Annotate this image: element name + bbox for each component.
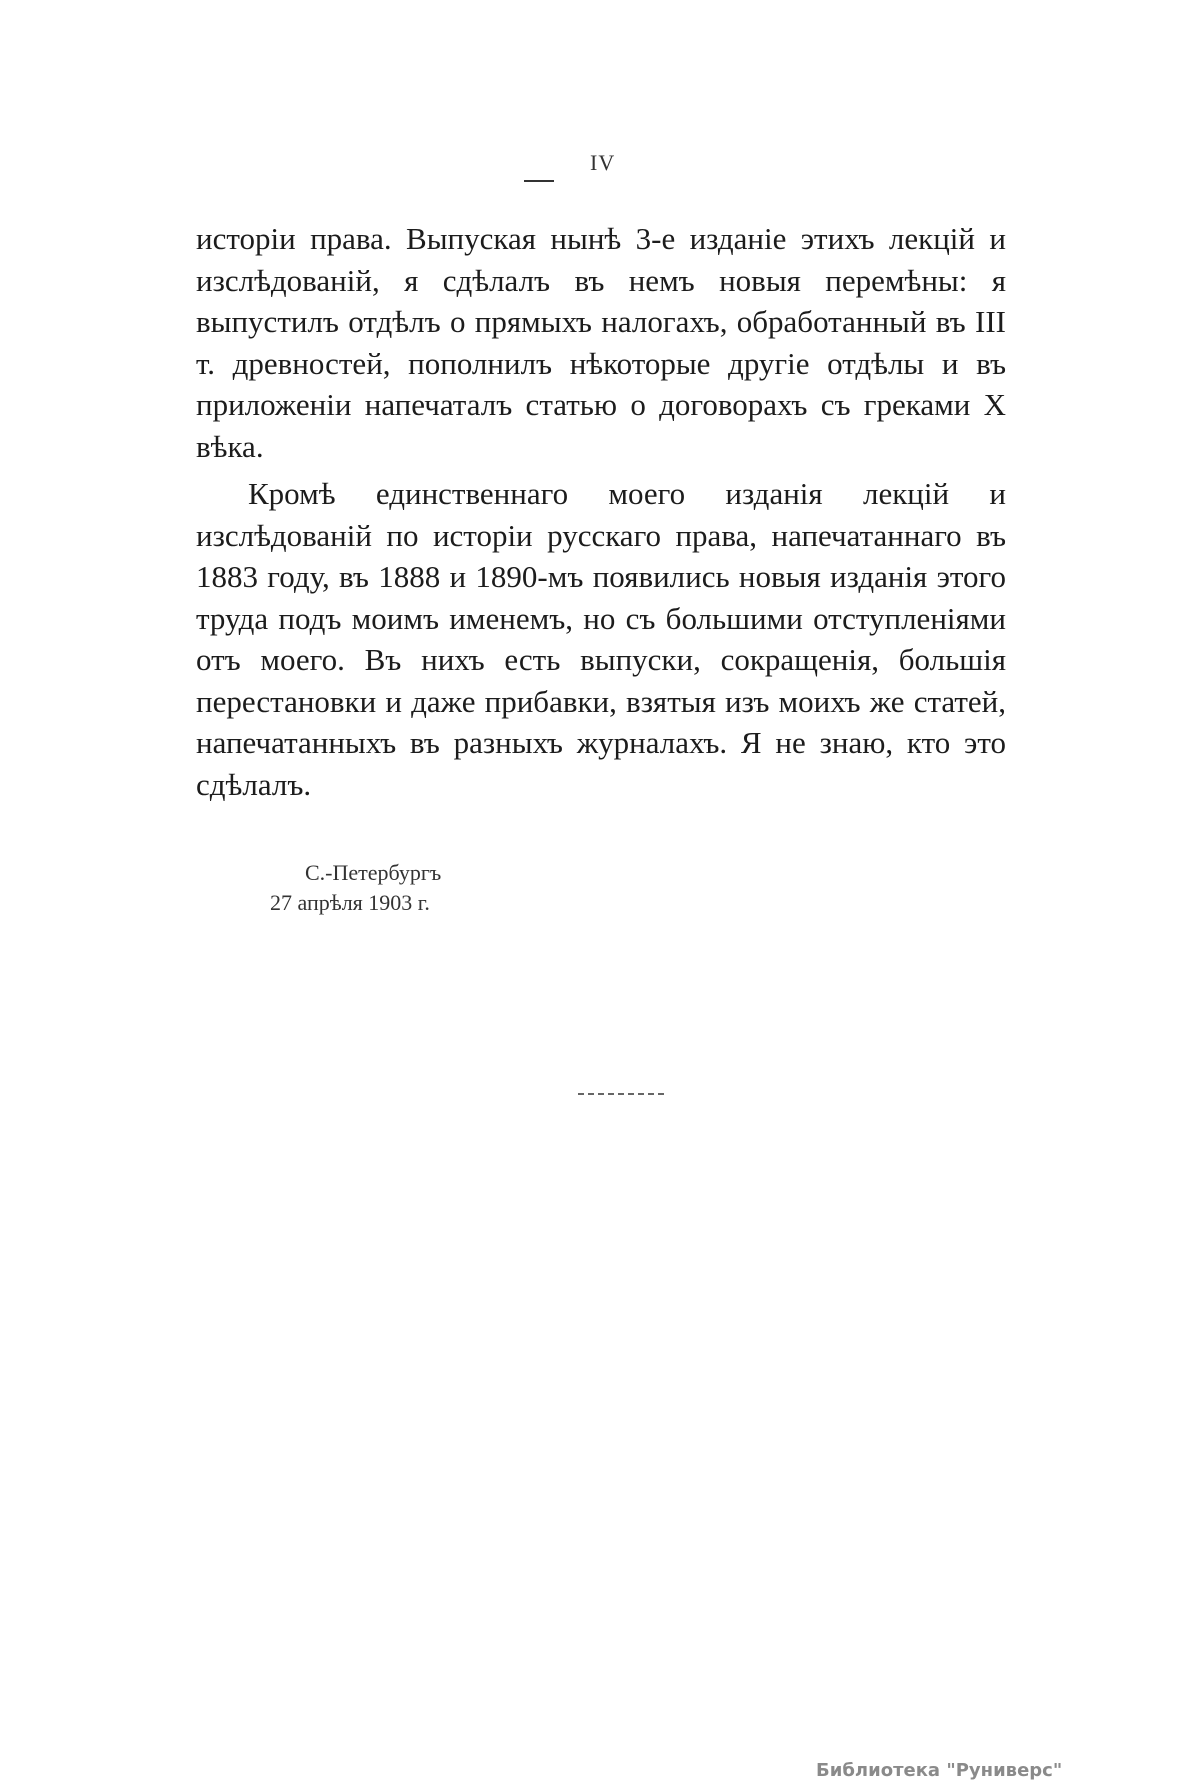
- signature-place: С.-Петербургъ: [305, 860, 442, 885]
- paragraph-continued: исторіи права. Выпуская нынѣ 3-е изданіе этихъ лекцій и изслѣдованій, я сдѣлалъ въ немъ новыя перемѣны: я выпустилъ отдѣлъ о прямыхъ налогахъ, обработанный въ III т. древностей, пополнилъ нѣкоторые другіе отдѣлы и въ приложеніи напечаталъ статью о договорахъ съ греками X вѣка.: [196, 221, 1006, 464]
- header-dash: [524, 180, 554, 182]
- paragraph: Кромѣ единственнаго моего изданія лекцій и изслѣдованій по исторіи русскаго права, напечатаннаго въ 1883 году, въ 1888 и 1890-мъ появились новыя изданія этого труда подъ моимъ именемъ, но съ большими отступленіями отъ моего. Въ нихъ есть выпуски, сокращенія, большія перестановки и даже прибавки, взятыя изъ моихъ же статей, напечатанныхъ въ разныхъ журналахъ. Я не знаю, кто это сдѣлалъ.: [196, 476, 1006, 802]
- page-header: [0, 150, 1200, 190]
- body-text: [196, 218, 1006, 805]
- signature-date: 27 апрѣля 1903 г.: [270, 890, 430, 915]
- page-number: IV: [590, 150, 616, 175]
- end-divider: [578, 1093, 664, 1095]
- signature-block: [270, 858, 441, 918]
- library-watermark: Библиотека "Руниверс": [816, 1760, 1063, 1781]
